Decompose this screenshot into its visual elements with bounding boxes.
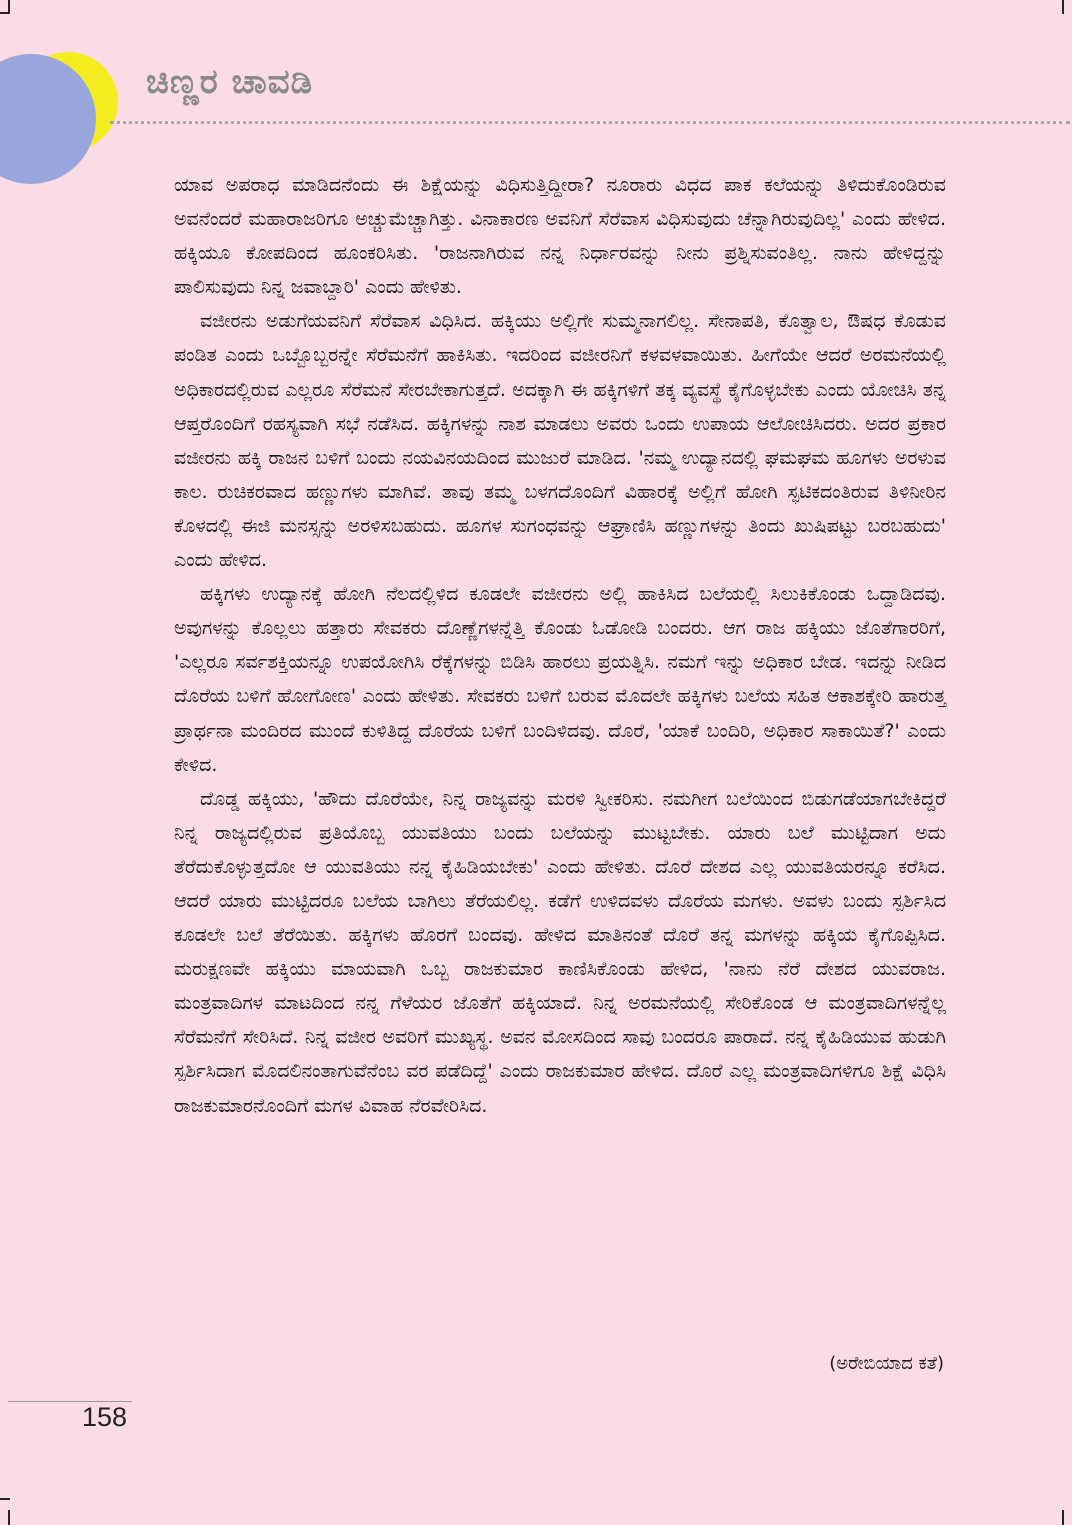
story-paragraph: ಹಕ್ಕಿಗಳು ಉದ್ಯಾನಕ್ಕೆ ಹೋಗಿ ನೆಲದಲ್ಲಿಳಿದ ಕೂಡಲೇ ವಜೀರನು ಅಲ್ಲಿ ಹಾಕಿಸಿದ ಬಲೆಯಲ್ಲಿ ಸಿಲುಕಿಕೊಂಡು ಒದ್ದಾಡಿದವು. ಅವುಗಳನ್ನು ಕೊಲ್ಲಲು ಹತ್ತಾರು ಸೇವಕರು ದೊಣ್ಣೆಗಳನ್ನೆತ್ತಿ ಕೊಂಡು ಓಡೋಡಿ ಬಂದರು. ಆಗ ರಾಜ ಹಕ್ಕಿಯು ಜೊತೆಗಾರರಿಗೆ, 'ಎಲ್ಲರೂ ಸರ್ವಶಕ್ತಿಯನ್ನೂ ಉಪಯೋಗಿಸಿ ರೆಕ್ಕೆಗಳನ್ನು ಬಿಡಿಸಿ ಹಾರಲು ಪ್ರಯತ್ನಿಸಿ. ನಮಗೆ ಇನ್ನು ಅಧಿಕಾರ ಬೇಡ. ಇದನ್ನು ನೀಡಿದ ದೊರೆಯ ಬಳಿಗೆ ಹೋಗೋಣ' ಎಂದು ಹೇಳಿತು. ಸೇವಕರು ಬಳಿಗೆ ಬರುವ ಮೊದಲೇ ಹಕ್ಕಿಗಳು ಬಲೆಯ ಸಹಿತ ಆಕಾಶಕ್ಕೇರಿ ಹಾರುತ್ತ ಪ್ರಾರ್ಥನಾ ಮಂದಿರದ ಮುಂದೆ ಕುಳಿತಿದ್ದ ದೊರೆಯ ಬಳಿಗೆ ಬಂದಿಳಿದವು. ದೊರೆ, 'ಯಾಕೆ ಬಂದಿರಿ, ಅಧಿಕಾರ ಸಾಕಾಯಿತೆ?' ಎಂದು ಕೇಳಿದ. (174, 583, 946, 776)
crop-mark-bottom-right (1062, 1510, 1064, 1525)
crop-mark-bottom-left (8, 1510, 10, 1525)
page-number: 158 (82, 1402, 128, 1432)
crop-mark-top-left-h (0, 12, 10, 14)
story-paragraph: ವಜೀರನು ಅಡುಗೆಯವನಿಗೆ ಸೆರೆವಾಸ ವಿಧಿಸಿದ. ಹಕ್ಕಿಯು ಅಲ್ಲಿಗೇ ಸುಮ್ಮನಾಗಲಿಲ್ಲ. ಸೇನಾಪತಿ, ಕೊತ್ವಾಲ, ಔಷಧ ಕೊಡುವ ಪಂಡಿತ ಎಂದು ಒಬ್ಬೊಬ್ಬರನ್ನೇ ಸೆರೆಮನೆಗೆ ಹಾಕಿಸಿತು. ಇದರಿಂದ ವಜೀರನಿಗೆ ಕಳವಳವಾಯಿತು. ಹೀಗೆಯೇ ಆದರೆ ಅರಮನೆಯಲ್ಲಿ ಅಧಿಕಾರದಲ್ಲಿರುವ ಎಲ್ಲರೂ ಸೆರೆಮನೆ ಸೇರಬೇಕಾಗುತ್ತದೆ. ಅದಕ್ಕಾಗಿ ಈ ಹಕ್ಕಿಗಳಿಗೆ ತಕ್ಕ ವ್ಯವಸ್ಥೆ ಕೈಗೊಳ್ಳಬೇಕು ಎಂದು ಯೋಚಿಸಿ ತನ್ನ ಆಪ್ತರೊಂದಿಗೆ ರಹಸ್ಯವಾಗಿ ಸಭೆ ನಡೆಸಿದ. ಹಕ್ಕಿಗಳನ್ನು ನಾಶ ಮಾಡಲು ಅವರು ಒಂದು ಉಪಾಯ ಆಲೋಚಿಸಿದರು. ಅದರ ಪ್ರಕಾರ ವಜೀರನು ಹಕ್ಕಿ ರಾಜನ ಬಳಿಗೆ ಬಂದು ನಯವಿನಯದಿಂದ ಮುಜುರೆ ಮಾಡಿದ. 'ನಮ್ಮ ಉದ್ಯಾನದಲ್ಲಿ ಘಮಘಮ ಹೂಗಳು ಅರಳುವ ಕಾಲ. ರುಚಿಕರವಾದ ಹಣ್ಣುಗಳು ಮಾಗಿವೆ. ತಾವು ತಮ್ಮ ಬಳಗದೊಂದಿಗೆ ವಿಹಾರಕ್ಕೆ ಅಲ್ಲಿಗೆ ಹೋಗಿ ಸ್ಫಟಿಕದಂತಿರುವ ತಿಳಿನೀರಿನ ಕೊಳದಲ್ಲಿ ಈಜಿ ಮನಸ್ಸನ್ನು ಅರಳಿಸಬಹುದು. ಹೂಗಳ ಸುಗಂಧವನ್ನು ಆಘ್ರಾಣಿಸಿ ಹಣ್ಣುಗಳನ್ನು ತಿಂದು ಖುಷಿಪಟ್ಟು ಬರಬಹುದು' ಎಂದು ಹೇಳಿದ. (174, 310, 946, 572)
header-dotted-divider (110, 121, 1070, 124)
story-paragraph: ಯಾವ ಅಪರಾಧ ಮಾಡಿದನೆಂದು ಈ ಶಿಕ್ಷೆಯನ್ನು ವಿಧಿಸುತ್ತಿದ್ದೀರಾ? ನೂರಾರು ವಿಧದ ಪಾಕ ಕಲೆಯನ್ನು ತಿಳಿದುಕೊಂಡಿರುವ ಅವನೆಂದರೆ ಮಹಾರಾಜರಿಗೂ ಅಚ್ಚುಮೆಚ್ಚಾಗಿತ್ತು. ವಿನಾಕಾರಣ ಅವನಿಗೆ ಸೆರೆವಾಸ ವಿಧಿಸುವುದು ಚೆನ್ನಾಗಿರುವುದಿಲ್ಲ' ಎಂದು ಹೇಳಿದ. ಹಕ್ಕಿಯೂ ಕೋಪದಿಂದ ಹೂಂಕರಿಸಿತು. 'ರಾಜನಾಗಿರುವ ನನ್ನ ನಿರ್ಧಾರವನ್ನು ನೀನು ಪ್ರಶ್ನಿಸುವಂತಿಲ್ಲ. ನಾನು ಹೇಳಿದ್ದನ್ನು ಪಾಲಿಸುವುದು ನಿನ್ನ ಜವಾಬ್ದಾರಿ' ಎಂದು ಹೇಳಿತು. (174, 174, 946, 299)
section-title: ಚಿಣ್ಣರ ಚಾವಡಿ (146, 62, 314, 102)
story-source: (ಅರೇಬಿಯಾದ ಕತೆ) (829, 1353, 944, 1374)
story-paragraph: ದೊಡ್ಡ ಹಕ್ಕಿಯು, 'ಹೌದು ದೊರೆಯೇ, ನಿನ್ನ ರಾಜ್ಯವನ್ನು ಮರಳಿ ಸ್ವೀಕರಿಸು. ನಮಗೀಗ ಬಲೆಯಿಂದ ಬಿಡುಗಡೆಯಾಗಬೇಕಿದ್ದರೆ ನಿನ್ನ ರಾಜ್ಯದಲ್ಲಿರುವ ಪ್ರತಿಯೊಬ್ಬ ಯುವತಿಯು ಬಂದು ಬಲೆಯನ್ನು ಮುಟ್ಟಬೇಕು. ಯಾರು ಬಲೆ ಮುಟ್ಟಿದಾಗ ಅದು ತೆರೆದುಕೊಳ್ಳುತ್ತದೋ ಆ ಯುವತಿಯು ನನ್ನ ಕೈಹಿಡಿಯಬೇಕು' ಎಂದು ಹೇಳಿತು. ದೊರೆ ದೇಶದ ಎಲ್ಲ ಯುವತಿಯರನ್ನೂ ಕರೆಸಿದ. ಆದರೆ ಯಾರು ಮುಟ್ಟಿದರೂ ಬಲೆಯ ಬಾಗಿಲು ತೆರೆಯಲಿಲ್ಲ. ಕಡೆಗೆ ಉಳಿದವಳು ದೊರೆಯ ಮಗಳು. ಅವಳು ಬಂದು ಸ್ಪರ್ಶಿಸಿದ ಕೂಡಲೇ ಬಲೆ ತೆರೆಯಿತು. ಹಕ್ಕಿಗಳು ಹೊರಗೆ ಬಂದವು. ಹೇಳಿದ ಮಾತಿನಂತೆ ದೊರೆ ತನ್ನ ಮಗಳನ್ನು ಹಕ್ಕಿಯ ಕೈಗೊಪ್ಪಿಸಿದ. ಮರುಕ್ಷಣವೇ ಹಕ್ಕಿಯು ಮಾಯವಾಗಿ ಒಬ್ಬ ರಾಜಕುಮಾರ ಕಾಣಿಸಿಕೊಂಡು ಹೇಳಿದ, 'ನಾನು ನೆರೆ ದೇಶದ ಯುವರಾಜ. ಮಂತ್ರವಾದಿಗಳ ಮಾಟದಿಂದ ನನ್ನ ಗೆಳೆಯರ ಜೊತೆಗೆ ಹಕ್ಕಿಯಾದೆ. ನಿನ್ನ ಅರಮನೆಯಲ್ಲಿ ಸೇರಿಕೊಂಡ ಆ ಮಂತ್ರವಾದಿಗಳನ್ನೆಲ್ಲ ಸೆರೆಮನೆಗೆ ಸೇರಿಸಿದೆ. ನಿನ್ನ ವಜೀರ ಅವರಿಗೆ ಮುಖ್ಯಸ್ಥ. ಅವನ ಮೋಸದಿಂದ ಸಾವು ಬಂದರೂ ಪಾರಾದೆ. ನನ್ನ ಕೈಹಿಡಿಯುವ ಹುಡುಗಿ ಸ್ಪರ್ಶಿಸಿದಾಗ ಮೊದಲಿನಂತಾಗುವೆನೆಂಬ ವರ ಪಡೆದಿದ್ದೆ' ಎಂದು ರಾಜಕುಮಾರ ಹೇಳಿದ. ದೊರೆ ಎಲ್ಲ ಮಂತ್ರವಾದಿಗಳಿಗೂ ಶಿಕ್ಷೆ ವಿಧಿಸಿ ರಾಜಕುಮಾರನೊಂದಿಗೆ ಮಗಳ ವಿವಾಹ ನೆರವೇರಿಸಿದ. (174, 787, 946, 1117)
crop-mark-bottom-left-h (0, 1498, 10, 1500)
story-body (174, 168, 946, 1123)
crop-mark-top-right (1062, 0, 1064, 14)
